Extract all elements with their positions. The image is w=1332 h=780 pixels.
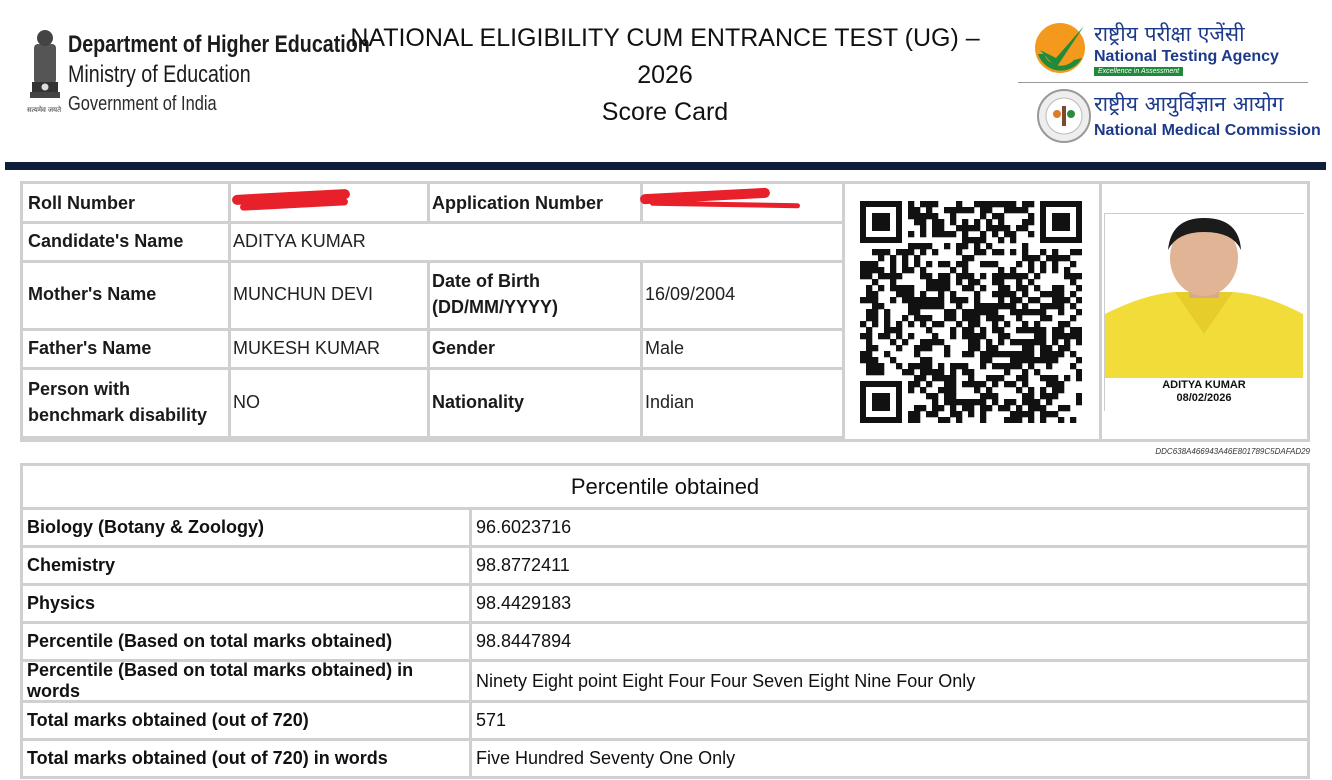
- nta-english-name: National Testing Agency: [1094, 48, 1279, 65]
- pwbd-value: NO: [228, 367, 430, 439]
- title-line-2: 2026: [637, 61, 693, 89]
- nta-tagline: Excellence in Assessment: [1094, 67, 1183, 76]
- nationality-value: Indian: [640, 367, 845, 439]
- table-row: [23, 741, 1307, 779]
- subject-value: 98.8772411: [476, 555, 570, 575]
- column-divider: [1099, 184, 1102, 439]
- table-row: [23, 703, 1307, 741]
- dept-name: Department of Higher Education: [68, 31, 370, 58]
- table-row: [23, 624, 1307, 662]
- qr-code-image: [860, 201, 1082, 423]
- photo-caption-date: 08/02/2026: [1176, 392, 1232, 404]
- title-line-1: NATIONAL ELIGIBILITY CUM ENTRANCE TEST (UG) –: [350, 24, 980, 52]
- table-row: [23, 510, 1307, 548]
- subject-label: Chemistry: [23, 548, 472, 583]
- ministry-name: Ministry of Education: [68, 61, 251, 88]
- pwbd-label: Person with benchmark disability: [23, 367, 231, 439]
- subject-label: Percentile (Based on total marks obtained): [23, 624, 472, 659]
- subject-value: Ninety Eight point Eight Four Four Seven Eight Nine Four Only: [476, 670, 976, 691]
- gender-value: Male: [640, 328, 845, 370]
- subject-value: 98.8447894: [476, 631, 572, 651]
- marks-label: Total marks obtained (out of 720) in words: [23, 741, 472, 776]
- candidate-photo-image: [1105, 214, 1303, 378]
- logo-divider: [1018, 82, 1308, 83]
- marks-table: [20, 700, 1310, 779]
- department-block: [68, 30, 370, 118]
- nta-hindi-name: राष्ट्रीय परीक्षा एजेंसी: [1094, 22, 1245, 46]
- verification-hash: DDC638A466943A46E801789C5DAFAD29: [1155, 447, 1310, 456]
- nmc-seal-icon: [1036, 88, 1092, 144]
- government-name: Government of India: [68, 93, 217, 115]
- subject-value: 98.4429183: [476, 593, 572, 613]
- header-rule: [5, 162, 1326, 170]
- photo-caption-name: ADITYA KUMAR: [1162, 379, 1246, 391]
- percentile-table: [20, 463, 1310, 703]
- subject-label: Percentile (Based on total marks obtained) in words: [23, 662, 472, 700]
- application-number-label: Application Number: [427, 184, 643, 224]
- marks-value: 571: [476, 710, 507, 730]
- subject-label: Physics: [23, 586, 472, 621]
- percentile-heading: Percentile obtained: [23, 466, 1307, 510]
- nmc-hindi-name: राष्ट्रीय आयुर्विज्ञान आयोग: [1094, 92, 1284, 116]
- marks-label: Total marks obtained (out of 720): [23, 703, 472, 738]
- gender-label: Gender: [427, 328, 643, 370]
- page-header: [0, 0, 1332, 162]
- nta-logo: [1034, 20, 1324, 80]
- roll-number-label: Roll Number: [23, 184, 231, 224]
- nta-check-icon: [1034, 20, 1088, 76]
- page-title: [350, 20, 980, 131]
- table-row: [23, 586, 1307, 624]
- title-line-3: Score Card: [601, 98, 729, 126]
- marks-value: Five Hundred Seventy One Only: [476, 748, 736, 768]
- table-row: [23, 548, 1307, 586]
- candidate-name-label: Candidate's Name: [23, 221, 231, 263]
- photo-caption: [1104, 379, 1304, 405]
- candidate-name-value: ADITYA KUMAR: [228, 221, 845, 263]
- table-row: [23, 662, 1307, 700]
- dob-label: Date of Birth (DD/MM/YYYY): [427, 260, 643, 331]
- nmc-logo: [1034, 88, 1324, 148]
- nationality-label: Nationality: [427, 367, 643, 439]
- subject-value: 96.6023716: [476, 517, 572, 537]
- national-emblem-icon: [28, 26, 62, 116]
- emblem-caption: सत्यमेव जयते: [27, 107, 62, 114]
- father-name-label: Father's Name: [23, 328, 231, 370]
- column-divider: [842, 184, 845, 439]
- subject-label: Biology (Botany & Zoology): [23, 510, 472, 545]
- nmc-english-name: National Medical Commission: [1094, 122, 1321, 139]
- father-name-value: MUKESH KUMAR: [228, 328, 430, 370]
- mother-name-value: MUNCHUN DEVI: [228, 260, 430, 331]
- dob-value: 16/09/2004: [640, 260, 845, 331]
- mother-name-label: Mother's Name: [23, 260, 231, 331]
